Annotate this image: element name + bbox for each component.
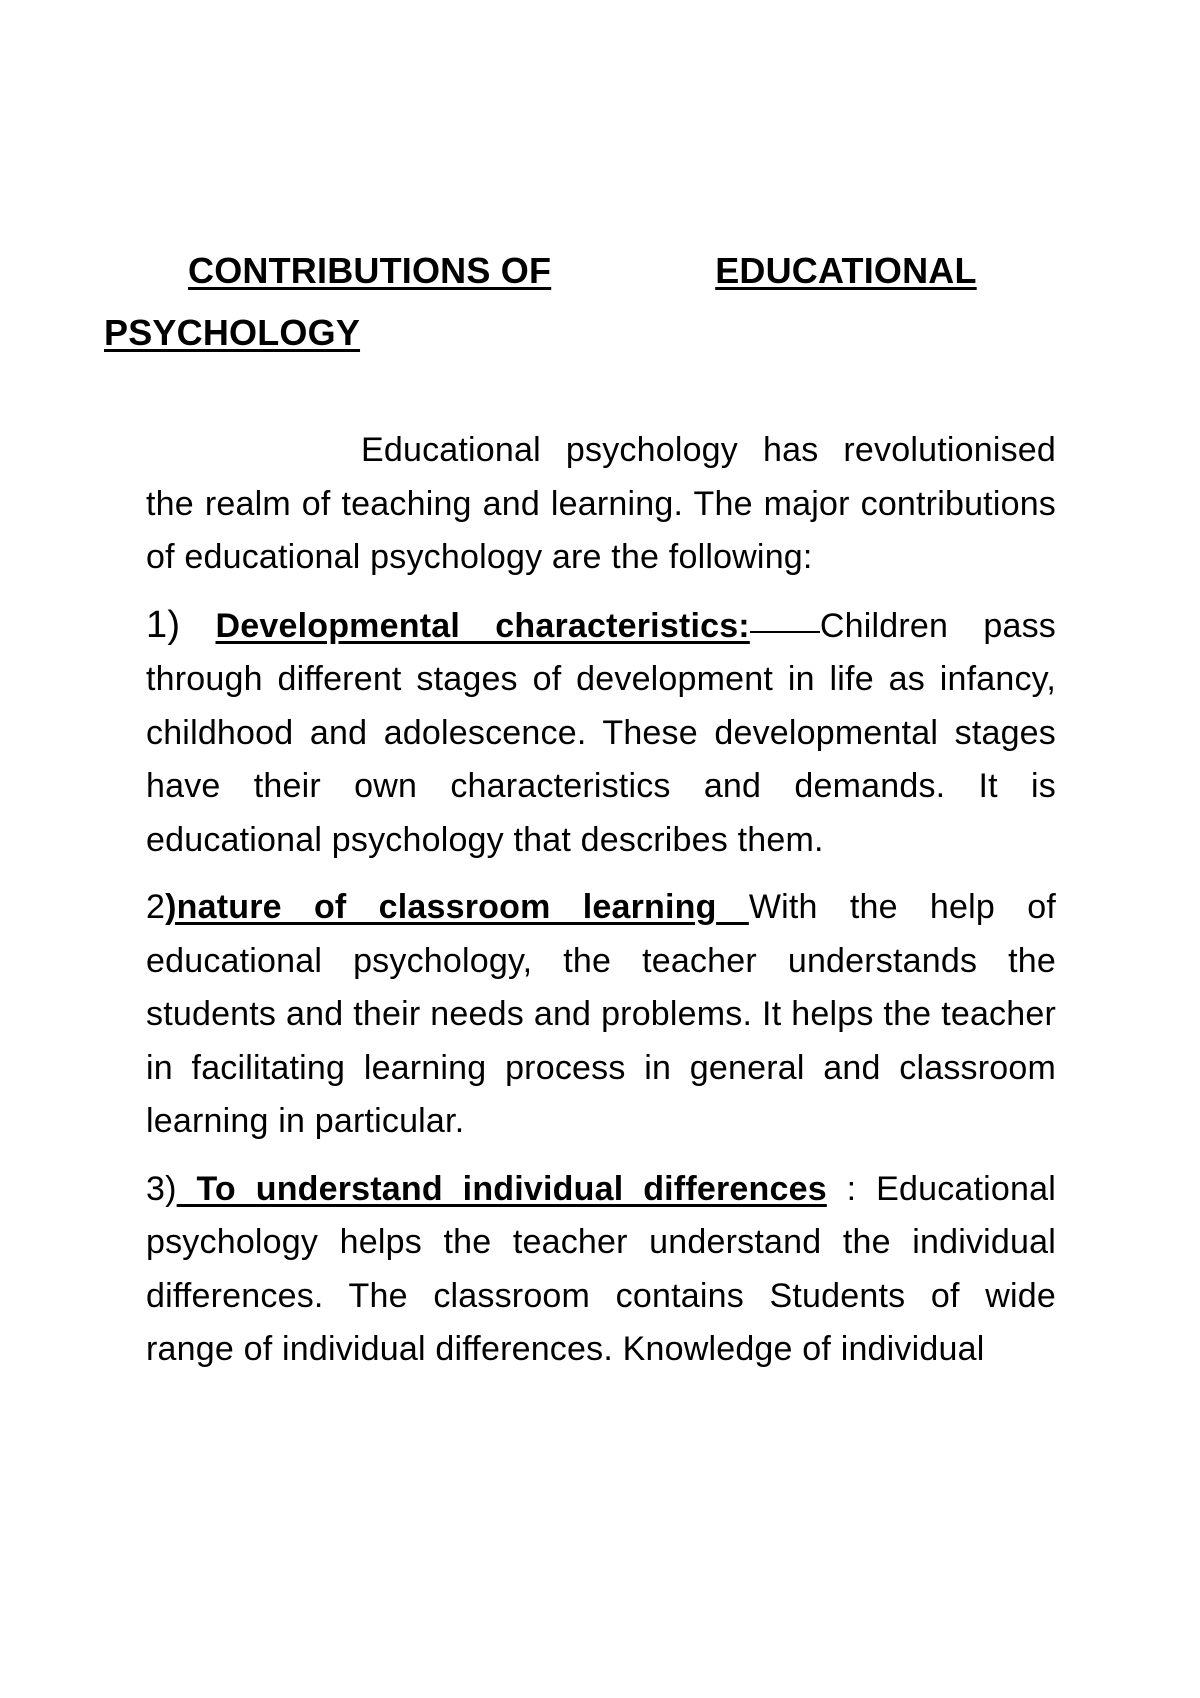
item-text: With the help of educational psychology, the teacher understands the students and their needs and problems. It helps the teacher in facilitating learning process in general and classroom learning in particular.	[146, 888, 1056, 1140]
item-individual-differences	[146, 1163, 1056, 1377]
item-number: 2	[146, 888, 166, 926]
item-text: : Educational psychology helps the teacher understand the individual differences. The classroom contains Students of wide range of individual differences. Knowledge of individual	[146, 1169, 1057, 1368]
item-number: 1)	[146, 603, 181, 646]
item-number: 3)	[146, 1169, 177, 1208]
document-page	[104, 240, 1057, 1377]
item-heading: )nature of classroom learning	[165, 888, 717, 926]
intro-paragraph: Educational psychology has revolutionised the realm of teaching and learning. The major contributions of educational psychology are the following:	[146, 431, 1056, 576]
title-part-3: PSYCHOLOGY	[104, 312, 361, 353]
document-title	[104, 240, 1056, 364]
title-part-2: EDUCATIONAL	[715, 250, 977, 291]
title-part-1: CONTRIBUTIONS OF	[188, 250, 552, 291]
item-text: Children pass through different stages of development in life as infancy, childhood and adolescence. These developmental stages have their own characteristics and demands. It is educational psychology that describes them.	[146, 606, 1056, 859]
item-developmental-characteristics	[146, 599, 1056, 868]
item-classroom-learning	[146, 881, 1056, 1149]
item-heading: To understand individual differences	[196, 1169, 827, 1208]
item-heading: Developmental characteristics:	[215, 606, 750, 645]
